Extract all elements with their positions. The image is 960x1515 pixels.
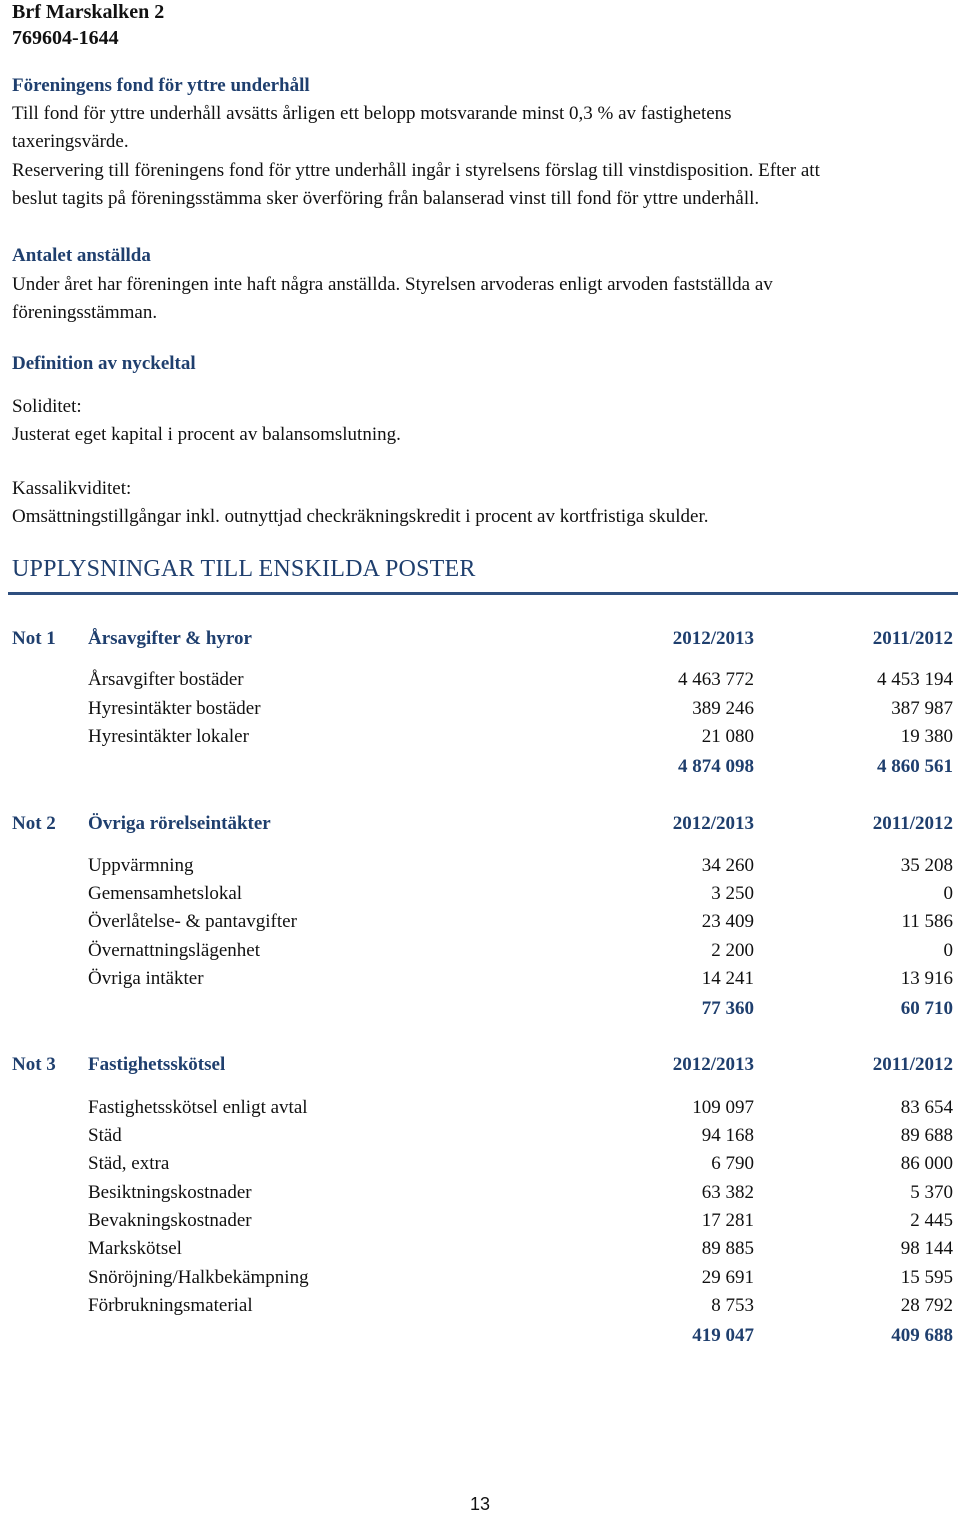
row-value-previous: 0 [943,940,953,961]
row-value-current: 17 281 [701,1210,754,1231]
table-row [0,852,960,880]
row-value-previous: 5 370 [910,1182,953,1203]
row-label: Förbrukningsmaterial [88,1295,253,1316]
row-value-previous: 28 792 [900,1295,953,1316]
row-label: Hyresintäkter lokaler [88,726,249,747]
row-value-current: 389 246 [692,698,754,719]
row-value-current: 6 790 [711,1153,754,1174]
note-header [0,624,960,654]
column-header-current: 2012/2013 [672,628,754,649]
row-value-previous: 86 000 [900,1153,953,1174]
page-number: 13 [469,1494,491,1514]
association-name: Brf Marskalken 2 [12,1,165,23]
row-value-previous: 35 208 [900,855,953,876]
table-row [0,666,960,694]
total-current: 77 360 [701,998,754,1019]
note-title: Övriga rörelseintäkter [88,813,271,834]
row-value-previous: 387 987 [891,698,953,719]
staff-line-2: föreningsstämman. [12,302,158,323]
note-header [0,809,960,839]
row-label: Bevakningskostnader [88,1210,252,1231]
row-value-previous: 0 [943,883,953,904]
total-row [0,753,960,781]
row-value-previous: 98 144 [900,1238,953,1259]
staff-heading: Antalet anställda [12,245,151,266]
org-number: 769604-1644 [12,27,119,49]
row-value-previous: 2 445 [910,1210,953,1231]
row-value-current: 94 168 [701,1125,754,1146]
kassalikviditet-label: Kassalikviditet: [12,478,132,499]
row-value-current: 14 241 [701,968,754,989]
row-value-previous: 13 916 [900,968,953,989]
column-header-previous: 2011/2012 [872,1054,953,1075]
note-header [0,1050,960,1080]
total-previous: 4 860 561 [877,756,953,777]
main-section-title: UPPLYSNINGAR TILL ENSKILDA POSTER [12,556,476,582]
row-label: Städ, extra [88,1153,170,1174]
row-value-current: 21 080 [701,726,754,747]
row-label: Markskötsel [88,1238,182,1259]
table-row [0,1150,960,1178]
note-title: Fastighetsskötsel [88,1054,226,1075]
total-previous: 409 688 [891,1325,953,1346]
table-row [0,1264,960,1292]
row-value-previous: 15 595 [900,1267,953,1288]
table-row [0,1235,960,1263]
table-row [0,880,960,908]
row-value-current: 3 250 [711,883,754,904]
row-label: Städ [88,1125,122,1146]
row-value-previous: 19 380 [900,726,953,747]
row-value-current: 2 200 [711,940,754,961]
column-header-current: 2012/2013 [672,813,754,834]
table-row [0,937,960,965]
staff-line-1: Under året har föreningen inte haft några anställda. Styrelsen arvoderas enligt arvoden fastställda av [12,274,773,295]
fond-heading: Föreningens fond för yttre underhåll [12,75,310,96]
row-label: Övernattningslägenhet [88,940,261,961]
title-divider [8,592,958,595]
row-value-current: 4 463 772 [678,669,754,690]
note-number: Not 1 [12,628,56,649]
row-label: Årsavgifter bostäder [88,669,244,690]
fond-line-2: taxeringsvärde. [12,131,129,152]
table-row [0,1122,960,1150]
row-value-current: 63 382 [701,1182,754,1203]
total-row [0,995,960,1023]
note-number: Not 3 [12,1054,56,1075]
fond-line-3: Reservering till föreningens fond för yttre underhåll ingår i styrelsens förslag till vinstdisposition. Efter att [12,160,820,181]
table-row [0,1094,960,1122]
fond-line-1: Till fond för yttre underhåll avsätts årligen ett belopp motsvarande minst 0,3 % av fastighetens [12,103,732,124]
table-row [0,965,960,993]
table-row [0,908,960,936]
total-current: 419 047 [692,1325,754,1346]
row-label: Överlåtelse- & pantavgifter [88,911,297,932]
row-label: Gemensamhetslokal [88,883,243,904]
kassalikviditet-definition: Omsättningstillgångar inkl. outnyttjad checkräkningskredit i procent av kortfristiga skulder. [12,506,709,527]
row-value-previous: 11 586 [901,911,953,932]
keyfig-heading: Definition av nyckeltal [12,353,196,374]
row-value-previous: 83 654 [900,1097,953,1118]
row-label: Besiktningskostnader [88,1182,252,1203]
row-label: Övriga intäkter [88,968,204,989]
soliditet-definition: Justerat eget kapital i procent av balansomslutning. [12,424,401,445]
column-header-previous: 2011/2012 [872,628,953,649]
soliditet-label: Soliditet: [12,396,82,417]
total-previous: 60 710 [900,998,953,1019]
row-label: Uppvärmning [88,855,194,876]
table-row [0,1207,960,1235]
row-label: Hyresintäkter bostäder [88,698,261,719]
row-label: Fastighetsskötsel enligt avtal [88,1097,308,1118]
row-value-previous: 89 688 [900,1125,953,1146]
total-current: 4 874 098 [678,756,754,777]
total-row [0,1322,960,1350]
column-header-previous: 2011/2012 [872,813,953,834]
row-label: Snöröjning/Halkbekämpning [88,1267,309,1288]
table-row [0,1179,960,1207]
row-value-current: 109 097 [692,1097,754,1118]
table-row [0,723,960,751]
row-value-previous: 4 453 194 [877,669,953,690]
table-row [0,1292,960,1320]
note-number: Not 2 [12,813,56,834]
row-value-current: 89 885 [701,1238,754,1259]
row-value-current: 8 753 [711,1295,754,1316]
table-row [0,695,960,723]
fond-line-4: beslut tagits på föreningsstämma sker överföring från balanserad vinst till fond för yttre underhåll. [12,188,760,209]
row-value-current: 29 691 [701,1267,754,1288]
note-title: Årsavgifter & hyror [88,628,252,649]
row-value-current: 34 260 [701,855,754,876]
column-header-current: 2012/2013 [672,1054,754,1075]
row-value-current: 23 409 [701,911,754,932]
